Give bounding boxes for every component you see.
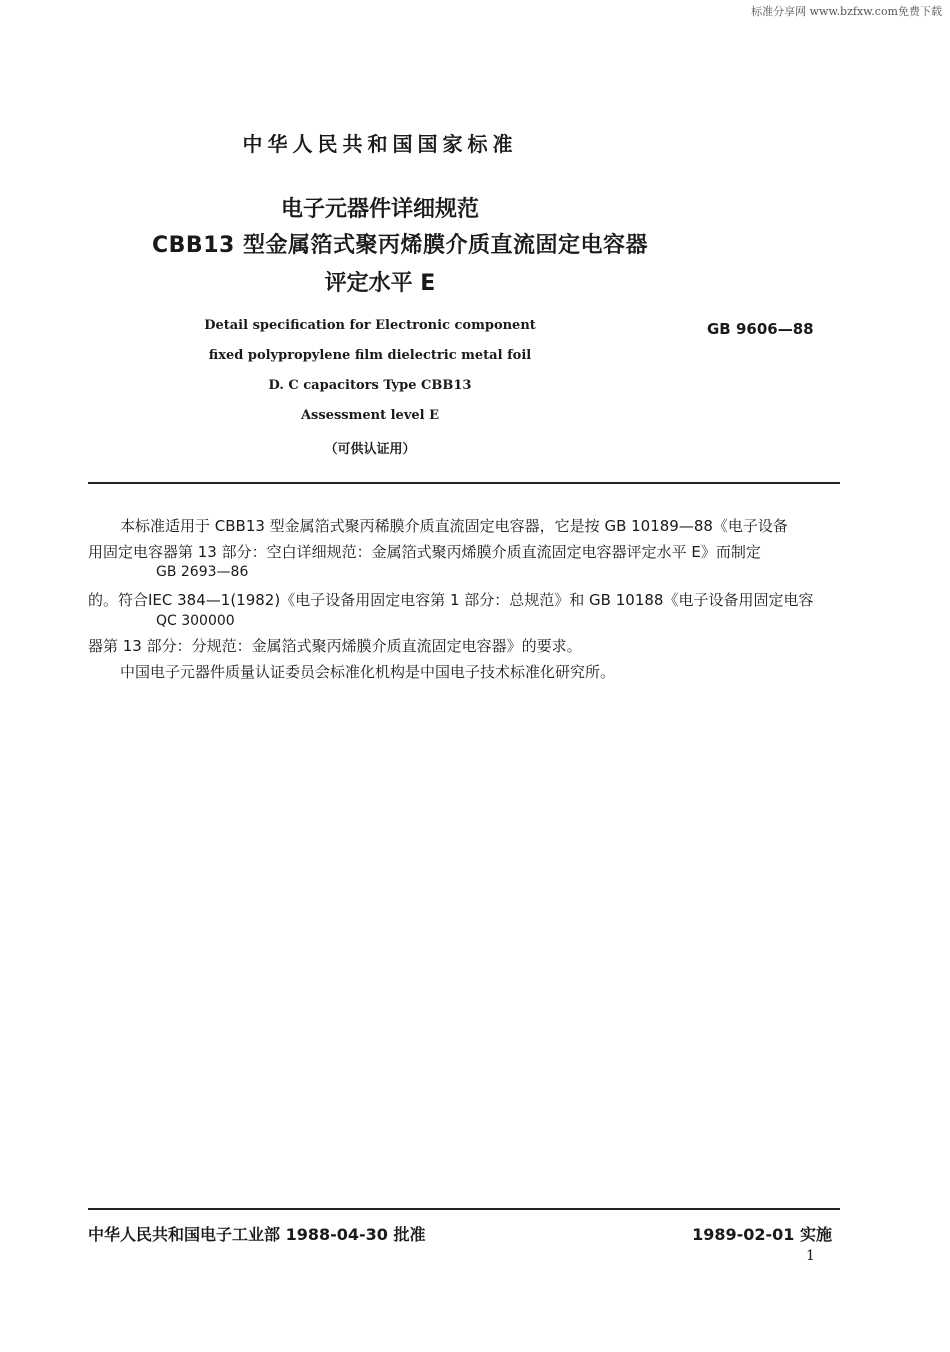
page-number: 1 bbox=[806, 1248, 815, 1264]
title-line-1: 电子元器件详细规范 bbox=[280, 197, 479, 222]
certification-note: （可供认证用） bbox=[324, 442, 416, 457]
english-title-line-4: Assessment level E bbox=[300, 408, 440, 423]
paragraph-1-line-2: 用固定电容器第 13 部分：空白详细规范：金属箔式聚丙烯膜介质直流固定电容器评定水平 E》而制定 bbox=[88, 543, 761, 561]
header-divider bbox=[88, 482, 840, 484]
standard-number: GB 9606—88 bbox=[707, 320, 814, 338]
national-standard-heading: 中华人民共和国国家标准 bbox=[242, 132, 518, 156]
title-line-3: 评定水平 E bbox=[324, 271, 436, 296]
english-title-line-2: fixed polypropylene film dielectric metal foil bbox=[208, 348, 532, 363]
paragraph-1-line-4: 器第 13 部分：分规范：金属箔式聚丙烯膜介质直流固定电容器》的要求。 bbox=[88, 637, 582, 655]
reference-gb2693: GB 2693—86 bbox=[156, 564, 249, 580]
implementation-date: 1989-02-01 实施 bbox=[692, 1225, 832, 1244]
footer-divider bbox=[88, 1208, 840, 1210]
title-line-2: CBB13 型金属箔式聚丙烯膜介质直流固定电容器 bbox=[152, 233, 648, 258]
reference-qc300000: QC 300000 bbox=[156, 613, 235, 629]
english-title-line-3: D. C capacitors Type CBB13 bbox=[268, 378, 472, 393]
approval-date: 中华人民共和国电子工业部 1988-04-30 批准 bbox=[88, 1225, 426, 1244]
paragraph-1-line-3: 的。符合IEC 384—1(1982)《电子设备用固定电容第 1 部分：总规范》和 GB 10188《电子设备用固定电容 bbox=[88, 591, 814, 609]
watermark-text: 标准分享网 www.bzfxw.com免费下载 bbox=[751, 5, 942, 18]
paragraph-2: 中国电子元器件质量认证委员会标准化机构是中国电子技术标准化研究所。 bbox=[120, 663, 616, 681]
english-title-line-1: Detail specification for Electronic component bbox=[204, 318, 536, 333]
paragraph-1-line-1: 本标准适用于 CBB13 型金属箔式聚丙稀膜介质直流固定电容器，它是按 GB 10189—88《电子设备 bbox=[120, 517, 788, 535]
